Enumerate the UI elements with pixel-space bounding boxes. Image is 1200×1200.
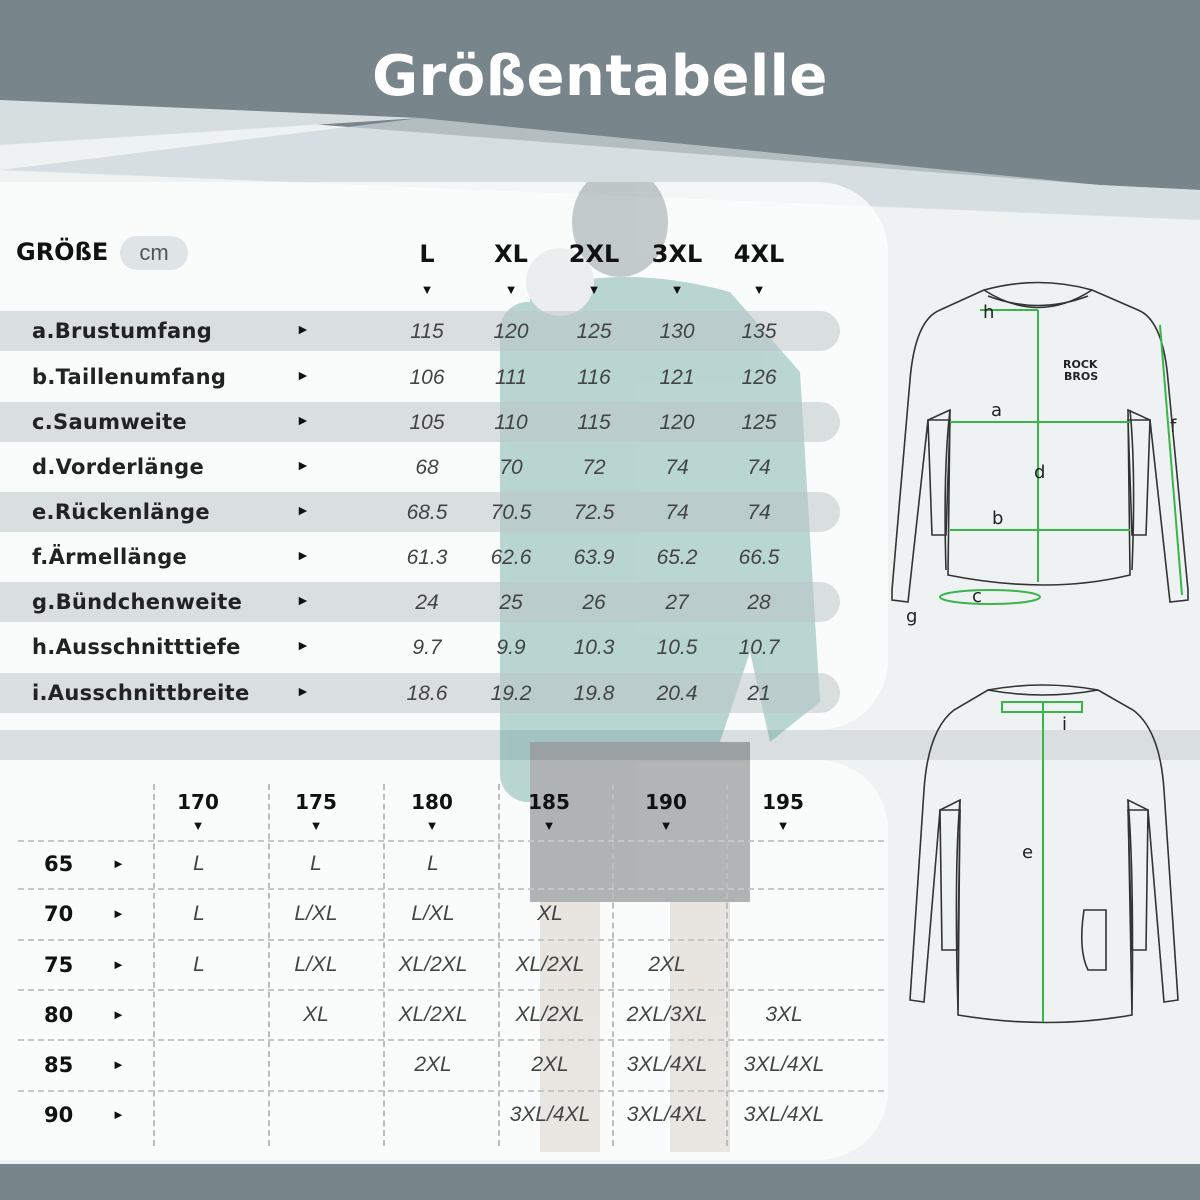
measurement-label: b.Taillenumfang — [32, 365, 227, 389]
down-arrow-icon: ▼ — [191, 818, 205, 833]
measurement-value: 74 — [747, 456, 771, 479]
size-column-header: L — [419, 240, 435, 268]
height-column-header: 175 — [295, 790, 337, 814]
right-arrow-icon: ► — [112, 1107, 125, 1122]
size-recommendation: L — [427, 852, 439, 875]
right-arrow-icon: ► — [112, 957, 125, 972]
measurement-value: 66.5 — [738, 546, 780, 569]
measurement-label: d.Vorderlänge — [32, 455, 205, 479]
measurement-value: 10.5 — [656, 636, 698, 659]
height-column-header: 185 — [528, 790, 570, 814]
measurement-value: 110 — [494, 411, 528, 434]
front-shirt-outline — [892, 283, 1188, 603]
grid-divider — [18, 1090, 884, 1092]
right-arrow-icon: ► — [296, 547, 310, 563]
down-arrow-icon: ▼ — [752, 282, 766, 297]
size-recommendation: 3XL/4XL — [743, 1103, 825, 1126]
brand-logo-line: BROS — [1064, 370, 1099, 383]
size-recommendation: 3XL/4XL — [509, 1103, 591, 1126]
measurement-value: 135 — [741, 320, 777, 343]
size-recommendation: 3XL/4XL — [626, 1103, 708, 1126]
diagram-letter-g: g — [906, 606, 918, 627]
measurement-value: 115 — [410, 320, 444, 343]
measurement-row — [0, 447, 840, 487]
measurement-value: 125 — [576, 320, 612, 343]
measurement-row — [0, 673, 840, 713]
brand-logo-line: ROCK — [1063, 358, 1098, 371]
measurement-label: c.Saumweite — [32, 410, 187, 434]
measurement-label: i.Ausschnittbreite — [32, 681, 250, 705]
garment-diagram — [888, 270, 1200, 1170]
grid-divider — [18, 939, 884, 941]
measurement-value: 74 — [747, 501, 771, 524]
size-recommendation: 2XL — [648, 953, 686, 976]
measurement-value: 26 — [582, 591, 606, 614]
diagram-letter-a: a — [991, 400, 1003, 421]
measurement-value: 125 — [741, 411, 777, 434]
measurement-label: a.Brustumfang — [32, 319, 213, 343]
size-recommendation: 3XL/4XL — [743, 1053, 825, 1076]
measurement-value: 120 — [659, 411, 695, 434]
measurement-value: 65.2 — [656, 546, 698, 569]
page-title: Größentabelle — [372, 44, 828, 109]
right-arrow-icon: ► — [112, 856, 125, 871]
size-recommendation: XL/2XL — [515, 1003, 585, 1026]
height-column-header: 190 — [645, 790, 687, 814]
measurement-value: 19.8 — [573, 682, 615, 705]
size-recommendation: L — [193, 953, 205, 976]
down-arrow-icon: ▼ — [670, 282, 684, 297]
measurement-row — [0, 627, 840, 667]
measurement-value: 116 — [577, 366, 611, 389]
down-arrow-icon: ▼ — [420, 282, 434, 297]
measurement-value: 28 — [747, 591, 771, 614]
down-arrow-icon: ▼ — [542, 818, 556, 833]
measurement-row — [0, 537, 840, 577]
height-column-header: 195 — [762, 790, 804, 814]
diagram-letter-h: h — [983, 302, 995, 323]
measurement-value: 74 — [665, 456, 689, 479]
weight-label: 65 — [44, 852, 74, 876]
diagram-letter-b: b — [992, 508, 1004, 529]
diagram-letter-e: e — [1022, 842, 1034, 863]
right-arrow-icon: ► — [296, 321, 310, 337]
size-recommendation: XL/2XL — [515, 953, 585, 976]
size-recommendation: L — [193, 902, 205, 925]
measurement-value: 24 — [415, 591, 439, 614]
right-arrow-icon: ► — [296, 367, 310, 383]
right-arrow-icon: ► — [296, 683, 310, 699]
down-arrow-icon: ▼ — [504, 282, 518, 297]
size-recommendation: XL — [537, 902, 563, 925]
right-arrow-icon: ► — [296, 457, 310, 473]
right-arrow-icon: ► — [112, 1057, 125, 1072]
measurement-value: 72.5 — [573, 501, 615, 524]
down-arrow-icon: ▼ — [776, 818, 790, 833]
diagram-letter-f: f — [1170, 416, 1177, 437]
diagram-letter-i: i — [1062, 714, 1068, 735]
grid-divider — [18, 840, 884, 842]
measurement-value: 72 — [582, 456, 606, 479]
right-arrow-icon: ► — [296, 592, 310, 608]
measurement-row — [0, 311, 840, 351]
right-arrow-icon: ► — [296, 637, 310, 653]
measurement-value: 18.6 — [406, 682, 448, 705]
grid-divider — [18, 989, 884, 991]
size-heading: GRÖßE — [16, 238, 109, 266]
right-arrow-icon: ► — [296, 412, 310, 428]
right-arrow-icon: ► — [112, 1007, 125, 1022]
measurement-label: g.Bündchenweite — [32, 590, 243, 614]
down-arrow-icon: ▼ — [309, 818, 323, 833]
measurement-value: 74 — [665, 501, 689, 524]
measurement-label: e.Rückenlänge — [32, 500, 210, 524]
measurement-value: 62.6 — [490, 546, 532, 569]
measurement-value: 25 — [499, 591, 523, 614]
size-recommendation: L/XL — [294, 953, 338, 976]
measurement-value: 21 — [747, 682, 771, 705]
size-recommendation: L — [310, 852, 322, 875]
measurement-value: 106 — [409, 366, 445, 389]
weight-label: 85 — [44, 1053, 74, 1077]
weight-label: 70 — [44, 902, 74, 926]
size-recommendation: 2XL — [531, 1053, 569, 1076]
size-recommendation: 3XL/4XL — [626, 1053, 708, 1076]
size-column-header: XL — [494, 240, 528, 268]
measurement-value: 27 — [665, 591, 689, 614]
measurement-label: f.Ärmellänge — [32, 545, 188, 569]
size-recommendation: L/XL — [294, 902, 338, 925]
measurement-value: 105 — [409, 411, 445, 434]
measurement-row — [0, 402, 840, 442]
size-column-header: 4XL — [733, 240, 785, 268]
measurement-value: 70 — [499, 456, 523, 479]
size-recommendation: L/XL — [411, 902, 455, 925]
grid-divider — [18, 1039, 884, 1041]
size-recommendation: 2XL — [414, 1053, 452, 1076]
size-recommendation: 2XL/3XL — [626, 1003, 708, 1026]
measurement-value: 61.3 — [406, 546, 448, 569]
measurement-value: 126 — [741, 366, 777, 389]
measurement-row — [0, 492, 840, 532]
down-arrow-icon: ▼ — [425, 818, 439, 833]
back-measure-lines — [1002, 702, 1082, 1022]
down-arrow-icon: ▼ — [659, 818, 673, 833]
measurement-value: 20.4 — [656, 682, 698, 705]
diagram-letter-d: d — [1034, 462, 1046, 483]
measurement-value: 120 — [493, 320, 529, 343]
measurement-label: h.Ausschnitttiefe — [32, 635, 241, 659]
size-column-header: 3XL — [651, 240, 703, 268]
measurement-value: 115 — [577, 411, 611, 434]
measurement-value: 9.7 — [412, 636, 442, 659]
weight-label: 80 — [44, 1003, 74, 1027]
measurement-row — [0, 582, 840, 622]
size-recommendation: L — [193, 852, 205, 875]
weight-label: 75 — [44, 953, 74, 977]
measurement-value: 130 — [659, 320, 695, 343]
size-recommendation: XL/2XL — [398, 953, 468, 976]
height-column-header: 180 — [411, 790, 453, 814]
measurement-value: 121 — [659, 366, 695, 389]
size-column-header: 2XL — [568, 240, 620, 268]
height-column-header: 170 — [177, 790, 219, 814]
measurement-value: 10.7 — [738, 636, 780, 659]
diagram-letter-c: c — [972, 586, 982, 607]
size-recommendation: XL/2XL — [398, 1003, 468, 1026]
size-recommendation: 3XL — [765, 1003, 803, 1026]
measurement-value: 19.2 — [490, 682, 532, 705]
down-arrow-icon: ▼ — [587, 282, 601, 297]
measurement-value: 10.3 — [573, 636, 615, 659]
weight-label: 90 — [44, 1103, 74, 1127]
measurement-value: 68.5 — [406, 501, 448, 524]
measurement-value: 63.9 — [573, 546, 615, 569]
measurement-value: 70.5 — [490, 501, 532, 524]
unit-badge: cm — [120, 236, 188, 270]
size-recommendation: XL — [303, 1003, 329, 1026]
measurement-value: 9.9 — [496, 636, 526, 659]
right-arrow-icon: ► — [296, 502, 310, 518]
front-measure-lines — [940, 310, 1182, 604]
grid-divider — [18, 888, 884, 890]
measurement-value: 68 — [415, 456, 439, 479]
right-arrow-icon: ► — [112, 906, 125, 921]
measurement-value: 111 — [495, 366, 527, 389]
measurement-row — [0, 357, 840, 397]
footer-band — [0, 1164, 1200, 1200]
